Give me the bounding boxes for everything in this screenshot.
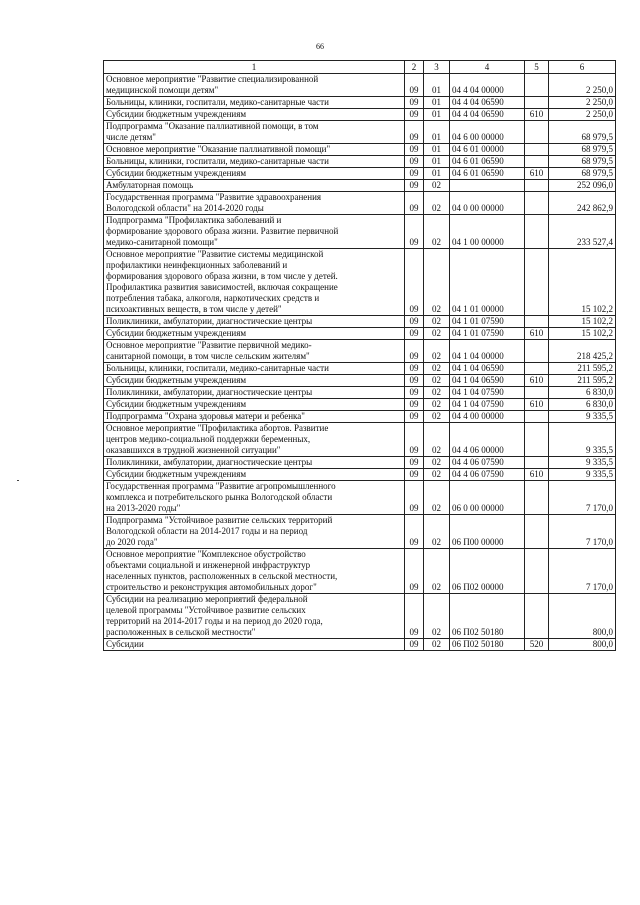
row-code-cell: 04 4 06 07590 [450,469,525,481]
header-col-expense-type: 5 [525,61,549,74]
table-row [104,411,616,423]
row-expense-type-cell: 610 [525,109,549,121]
row-subsection-cell: 01 [424,97,450,109]
row-amount-cell: 15 102,2 [549,328,616,340]
table-row [104,399,616,411]
row-section-cell: 09 [405,109,424,121]
row-subsection-cell: 02 [424,180,450,192]
row-expense-type-cell [525,97,549,109]
row-code-cell: 04 1 04 06590 [450,375,525,387]
row-name-cell: Субсидии бюджетным учреждениям [104,168,405,180]
row-code-cell: 04 6 01 00000 [450,144,525,156]
row-subsection-cell: 02 [424,515,450,549]
row-section-cell: 09 [405,156,424,168]
row-expense-type-cell: 610 [525,375,549,387]
table-row [104,249,616,316]
row-name-cell: Поликлиники, амбулатории, диагностические центры [104,457,405,469]
row-expense-type-cell: 520 [525,639,549,651]
row-expense-type-cell [525,121,549,144]
row-expense-type-cell: 610 [525,328,549,340]
row-code-cell: 04 1 01 07590 [450,316,525,328]
row-code-cell: 04 6 01 06590 [450,156,525,168]
row-expense-type-cell [525,340,549,363]
row-amount-cell: 9 335,5 [549,423,616,457]
row-name-cell: Подпрограмма "Профилактика заболеваний и формирование здорового образа жизни. Развитие первичной медико-санитарной помощи" [104,215,405,249]
row-amount-cell: 7 170,0 [549,481,616,515]
row-expense-type-cell [525,481,549,515]
row-subsection-cell: 02 [424,363,450,375]
row-name-cell: Государственная программа "Развитие здравоохранения Вологодской области" на 2014-2020 годы [104,192,405,215]
row-expense-type-cell [525,387,549,399]
row-code-cell: 04 6 01 06590 [450,168,525,180]
row-expense-type-cell [525,549,549,594]
row-expense-type-cell [525,515,549,549]
row-name-cell: Основное мероприятие "Развитие первичной медико- санитарной помощи, в том числе сельским жителям" [104,340,405,363]
row-expense-type-cell [525,74,549,97]
table-row [104,423,616,457]
row-subsection-cell: 01 [424,144,450,156]
table-row [104,316,616,328]
row-name-cell: Субсидии бюджетным учреждениям [104,399,405,411]
row-amount-cell: 7 170,0 [549,549,616,594]
row-amount-cell: 218 425,2 [549,340,616,363]
row-name-cell: Больницы, клиники, госпитали, медико-санитарные части [104,97,405,109]
table-header-row [104,61,616,74]
row-expense-type-cell [525,180,549,192]
scan-mark [17,480,19,481]
page-number: 66 [316,42,324,51]
row-section-cell: 09 [405,74,424,97]
row-code-cell: 06 П00 00000 [450,515,525,549]
table-row [104,457,616,469]
row-name-cell: Основное мероприятие "Оказание паллиативной помощи" [104,144,405,156]
table-row [104,328,616,340]
row-amount-cell: 6 830,0 [549,399,616,411]
row-expense-type-cell [525,457,549,469]
row-expense-type-cell [525,423,549,457]
row-code-cell: 04 4 00 00000 [450,411,525,423]
row-amount-cell: 9 335,5 [549,469,616,481]
row-section-cell: 09 [405,515,424,549]
table-row [104,549,616,594]
row-amount-cell: 211 595,2 [549,363,616,375]
table-row [104,639,616,651]
row-section-cell: 09 [405,121,424,144]
row-code-cell: 04 4 06 07590 [450,457,525,469]
table-row [104,168,616,180]
row-code-cell: 04 6 00 00000 [450,121,525,144]
table-row [104,515,616,549]
row-name-cell: Больницы, клиники, госпитали, медико-санитарные части [104,156,405,168]
row-section-cell: 09 [405,340,424,363]
row-code-cell: 04 1 04 07590 [450,387,525,399]
row-name-cell: Подпрограмма "Охрана здоровья матери и ребенка" [104,411,405,423]
header-col-target-article: 4 [450,61,525,74]
table-row [104,215,616,249]
row-amount-cell: 9 335,5 [549,411,616,423]
table-row [104,363,616,375]
row-section-cell: 09 [405,411,424,423]
row-code-cell: 04 1 01 00000 [450,249,525,316]
row-name-cell: Субсидии бюджетным учреждениям [104,328,405,340]
table-row [104,375,616,387]
row-subsection-cell: 02 [424,387,450,399]
row-name-cell: Субсидии бюджетным учреждениям [104,109,405,121]
row-section-cell: 09 [405,215,424,249]
row-subsection-cell: 02 [424,316,450,328]
row-amount-cell: 242 862,9 [549,192,616,215]
row-subsection-cell: 01 [424,109,450,121]
row-name-cell: Государственная программа "Развитие агропромышленного комплекса и потребительского рынка Вологодской области на 2013-2020 годы" [104,481,405,515]
row-name-cell: Поликлиники, амбулатории, диагностические центры [104,316,405,328]
row-name-cell: Субсидии [104,639,405,651]
table-row [104,144,616,156]
row-code-cell: 04 4 04 00000 [450,74,525,97]
table-row [104,192,616,215]
row-code-cell: 04 1 04 00000 [450,340,525,363]
header-col-section: 2 [405,61,424,74]
row-expense-type-cell: 610 [525,168,549,180]
row-name-cell: Основное мероприятие "Профилактика абортов. Развитие центров медико-социальной поддержки беременных, оказавшихся в трудной жизненной ситуации" [104,423,405,457]
row-expense-type-cell [525,144,549,156]
row-subsection-cell: 02 [424,249,450,316]
row-amount-cell: 9 335,5 [549,457,616,469]
row-section-cell: 09 [405,457,424,469]
table-body [104,74,616,651]
row-subsection-cell: 02 [424,192,450,215]
row-code-cell: 04 4 06 00000 [450,423,525,457]
row-expense-type-cell [525,156,549,168]
row-subsection-cell: 02 [424,328,450,340]
row-code-cell: 04 4 04 06590 [450,97,525,109]
row-code-cell: 06 П02 50180 [450,594,525,639]
header-col-name: 1 [104,61,405,74]
row-section-cell: 09 [405,549,424,594]
row-code-cell: 04 1 04 07590 [450,399,525,411]
row-section-cell: 09 [405,144,424,156]
row-section-cell: 09 [405,594,424,639]
budget-table [103,60,616,651]
row-subsection-cell: 01 [424,74,450,97]
row-expense-type-cell [525,411,549,423]
row-section-cell: 09 [405,481,424,515]
row-expense-type-cell [525,594,549,639]
table-row [104,97,616,109]
row-subsection-cell: 02 [424,375,450,387]
row-name-cell: Амбулаторная помощь [104,180,405,192]
row-code-cell: 04 4 04 06590 [450,109,525,121]
table-row [104,121,616,144]
row-code-cell: 06 П02 00000 [450,549,525,594]
row-section-cell: 09 [405,316,424,328]
row-subsection-cell: 02 [424,411,450,423]
table-row [104,469,616,481]
table-row [104,74,616,97]
row-amount-cell: 68 979,5 [549,156,616,168]
row-amount-cell: 7 170,0 [549,515,616,549]
row-amount-cell: 800,0 [549,639,616,651]
table-row [104,594,616,639]
row-amount-cell: 68 979,5 [549,144,616,156]
row-code-cell: 04 0 00 00000 [450,192,525,215]
row-section-cell: 09 [405,168,424,180]
row-expense-type-cell [525,215,549,249]
row-section-cell: 09 [405,180,424,192]
row-section-cell: 09 [405,249,424,316]
row-section-cell: 09 [405,328,424,340]
row-amount-cell: 233 527,4 [549,215,616,249]
row-expense-type-cell: 610 [525,399,549,411]
row-section-cell: 09 [405,97,424,109]
row-name-cell: Субсидии на реализацию мероприятий федеральной целевой программы "Устойчивое развитие сельских территорий на 2014-2017 годы и на период до 2020 года, расположенных в сельской местности" [104,594,405,639]
row-amount-cell: 2 250,0 [549,109,616,121]
row-section-cell: 09 [405,469,424,481]
row-code-cell: 04 1 04 06590 [450,363,525,375]
table-row [104,387,616,399]
row-section-cell: 09 [405,375,424,387]
row-section-cell: 09 [405,639,424,651]
row-name-cell: Основное мероприятие "Комплексное обустройство объектами социальной и инженерной инфраструктур населенных пунктов, расположенных в сельской местности, строительство и реконструкция автомобильных дорог" [104,549,405,594]
row-code-cell: 04 1 01 07590 [450,328,525,340]
table-row [104,481,616,515]
table-row [104,109,616,121]
row-name-cell: Основное мероприятие "Развитие специализированной медицинской помощи детям" [104,74,405,97]
row-subsection-cell: 02 [424,399,450,411]
row-section-cell: 09 [405,399,424,411]
row-name-cell: Субсидии бюджетным учреждениям [104,375,405,387]
row-subsection-cell: 02 [424,594,450,639]
row-section-cell: 09 [405,192,424,215]
row-expense-type-cell [525,316,549,328]
row-expense-type-cell [525,249,549,316]
row-amount-cell: 2 250,0 [549,74,616,97]
row-section-cell: 09 [405,387,424,399]
row-subsection-cell: 02 [424,639,450,651]
row-amount-cell: 800,0 [549,594,616,639]
row-subsection-cell: 02 [424,549,450,594]
row-code-cell: 04 1 00 00000 [450,215,525,249]
row-name-cell: Больницы, клиники, госпитали, медико-санитарные части [104,363,405,375]
row-subsection-cell: 02 [424,457,450,469]
row-amount-cell: 211 595,2 [549,375,616,387]
row-expense-type-cell: 610 [525,469,549,481]
table-row [104,180,616,192]
row-section-cell: 09 [405,423,424,457]
row-code-cell: 06 0 00 00000 [450,481,525,515]
row-subsection-cell: 02 [424,215,450,249]
row-subsection-cell: 02 [424,469,450,481]
row-amount-cell: 68 979,5 [549,168,616,180]
row-code-cell [450,180,525,192]
row-amount-cell: 2 250,0 [549,97,616,109]
row-amount-cell: 15 102,2 [549,316,616,328]
row-amount-cell: 6 830,0 [549,387,616,399]
row-code-cell: 06 П02 50180 [450,639,525,651]
row-subsection-cell: 01 [424,156,450,168]
row-section-cell: 09 [405,363,424,375]
row-subsection-cell: 01 [424,168,450,180]
table-row [104,340,616,363]
row-name-cell: Подпрограмма "Оказание паллиативной помощи, в том числе детям" [104,121,405,144]
row-name-cell: Основное мероприятие "Развитие системы медицинской профилактики неинфекционных заболеваний и формирования здорового образа жизни, в том числе у детей. Профилактика развития зависимостей, включая сокращение потребления табака, алкоголя, наркотических средств и психоактивных веществ, в том числе у детей" [104,249,405,316]
header-col-subsection: 3 [424,61,450,74]
row-expense-type-cell [525,192,549,215]
row-amount-cell: 68 979,5 [549,121,616,144]
row-expense-type-cell [525,363,549,375]
row-subsection-cell: 02 [424,340,450,363]
row-subsection-cell: 02 [424,481,450,515]
row-amount-cell: 252 096,0 [549,180,616,192]
row-name-cell: Субсидии бюджетным учреждениям [104,469,405,481]
table-row [104,156,616,168]
header-col-amount: 6 [549,61,616,74]
row-amount-cell: 15 102,2 [549,249,616,316]
row-name-cell: Подпрограмма "Устойчивое развитие сельских территорий Вологодской области на 2014-2017 годы и на период до 2020 года" [104,515,405,549]
row-name-cell: Поликлиники, амбулатории, диагностические центры [104,387,405,399]
row-subsection-cell: 02 [424,423,450,457]
row-subsection-cell: 01 [424,121,450,144]
